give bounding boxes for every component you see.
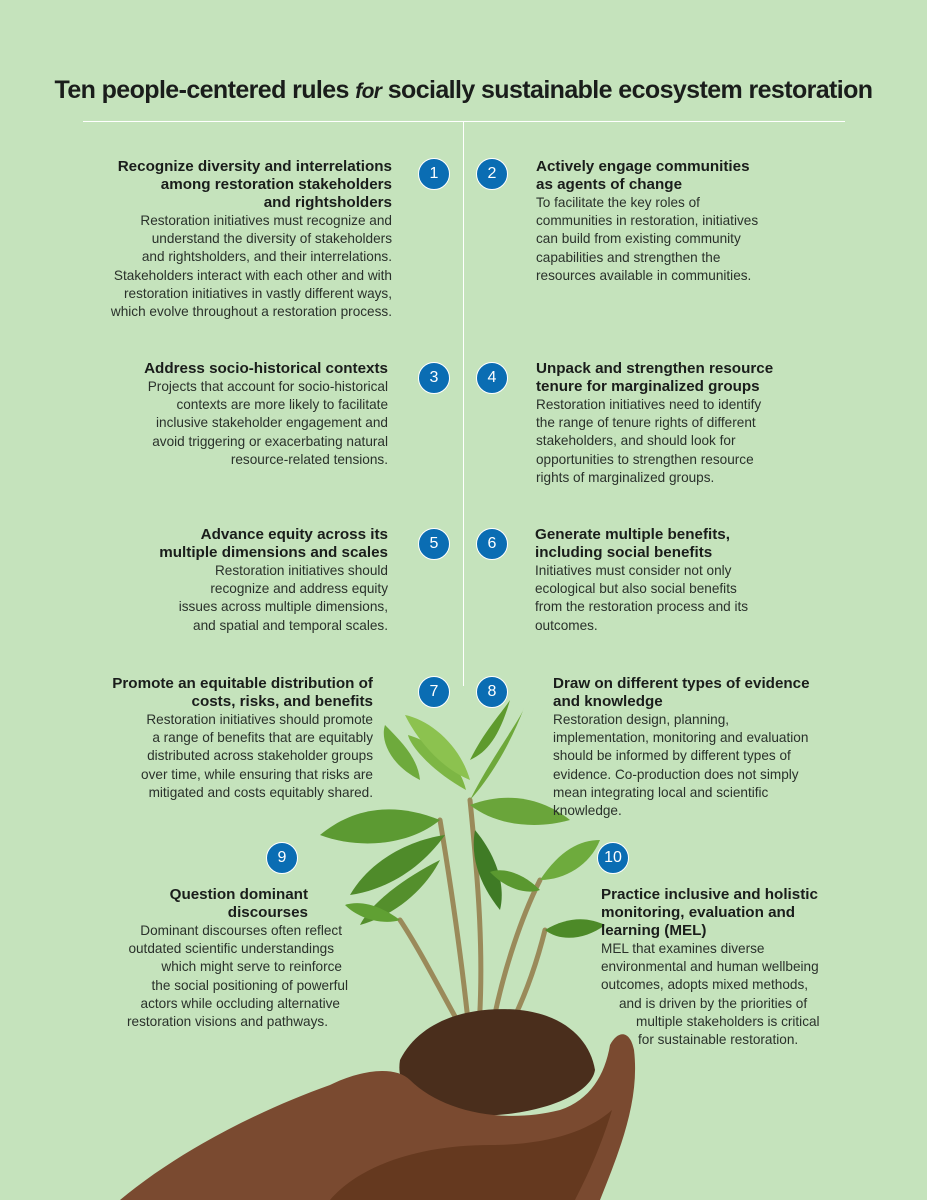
rule-number-badge: 6: [476, 528, 508, 560]
plant-stem: [440, 820, 470, 1040]
rule-9: [40, 886, 348, 1031]
rule-10: [601, 886, 891, 1049]
rule-body: Restoration design, planning, implementation, monitoring and evaluation should be informed by different types of evidence. Co-production does not simply mean integrating local and scientific knowledge.: [553, 712, 809, 819]
rule-body: Dominant discourses often reflect outdated scientific understandings which might serve to reinforce the social positioning of powerful actors while occluding alternative restoration visions and pathways.: [127, 923, 348, 1030]
rule-body: Initiatives must consider not only ecological but also social benefits from the restoration process and its outcomes.: [535, 563, 749, 633]
rule-heading: Draw on different types of evidence and knowledge: [553, 675, 810, 710]
rule-heading: Address socio-historical contexts: [144, 360, 388, 377]
rule-number-badge: 5: [418, 528, 450, 560]
rule-2: [536, 158, 866, 285]
rule-4: [536, 360, 866, 487]
rule-heading: Actively engage communities as agents of change: [536, 158, 750, 193]
rule-heading: Recognize diversity and interrelations among restoration stakeholders and rightsholders: [117, 158, 392, 211]
rule-body: Restoration initiatives need to identify the range of tenure rights of different stakeholders, and should look for opportunities to strengthen resource rights of marginalized groups.: [536, 397, 762, 485]
rule-number-badge: 3: [418, 362, 450, 394]
rule-heading: Generate multiple benefits, including social benefits: [535, 526, 730, 561]
rule-3: [40, 360, 388, 469]
rule-body: Restoration initiatives must recognize and understand the diversity of stakeholders and rightsholders, and their interrelations. Stakeholders interact with each other and with restoration initiatives in vastly different ways, which evolve throughout a restoration process.: [110, 213, 392, 320]
rule-number-badge: 9: [266, 842, 298, 874]
rule-heading: Question dominant discourses: [169, 886, 308, 921]
page-title: Ten people-centered rules for socially sustainable ecosystem restoration: [54, 76, 873, 104]
rule-number-badge: 2: [476, 158, 508, 190]
rule-body: To facilitate the key roles of communities in restoration, initiatives can build from existing community capabilities and strengthen the resources available in communities.: [536, 195, 759, 283]
rule-number-badge: 4: [476, 362, 508, 394]
rule-body: Restoration initiatives should recognize and address equity issues across multiple dimensions, and spatial and temporal scales.: [178, 563, 388, 633]
rule-1: [40, 158, 392, 321]
rule-number-badge: 8: [476, 676, 508, 708]
rule-5: [40, 526, 388, 635]
rule-heading: Unpack and strengthen resource tenure for marginalized groups: [536, 360, 774, 395]
rule-7: [40, 675, 373, 802]
rule-heading: Advance equity across its multiple dimensions and scales: [159, 526, 388, 561]
rule-body: Projects that account for socio-historical contexts are more likely to facilitate inclusive stakeholder engagement and avoid triggering or exacerbating natural resource-related tensions.: [147, 379, 388, 467]
rule-number-badge: 7: [418, 676, 450, 708]
rule-body: MEL that examines diverse environmental and human wellbeing outcomes, adopts mixed methods, and is driven by the priorities of multiple stakeholders is critical for sustainable restoration.: [601, 941, 820, 1048]
rule-number-badge: 10: [597, 842, 629, 874]
rule-6: [535, 526, 865, 635]
rule-body: Restoration initiatives should promote a range of benefits that are equitably distributed across stakeholder groups over time, while ensuring that risks are mitigated and costs equitably shared.: [141, 712, 373, 800]
rule-heading: Practice inclusive and holistic monitoring, evaluation and learning (MEL): [601, 886, 818, 939]
rule-number-badge: 1: [418, 158, 450, 190]
rule-heading: Promote an equitable distribution of costs, risks, and benefits: [112, 675, 373, 710]
rule-8: [553, 675, 873, 820]
